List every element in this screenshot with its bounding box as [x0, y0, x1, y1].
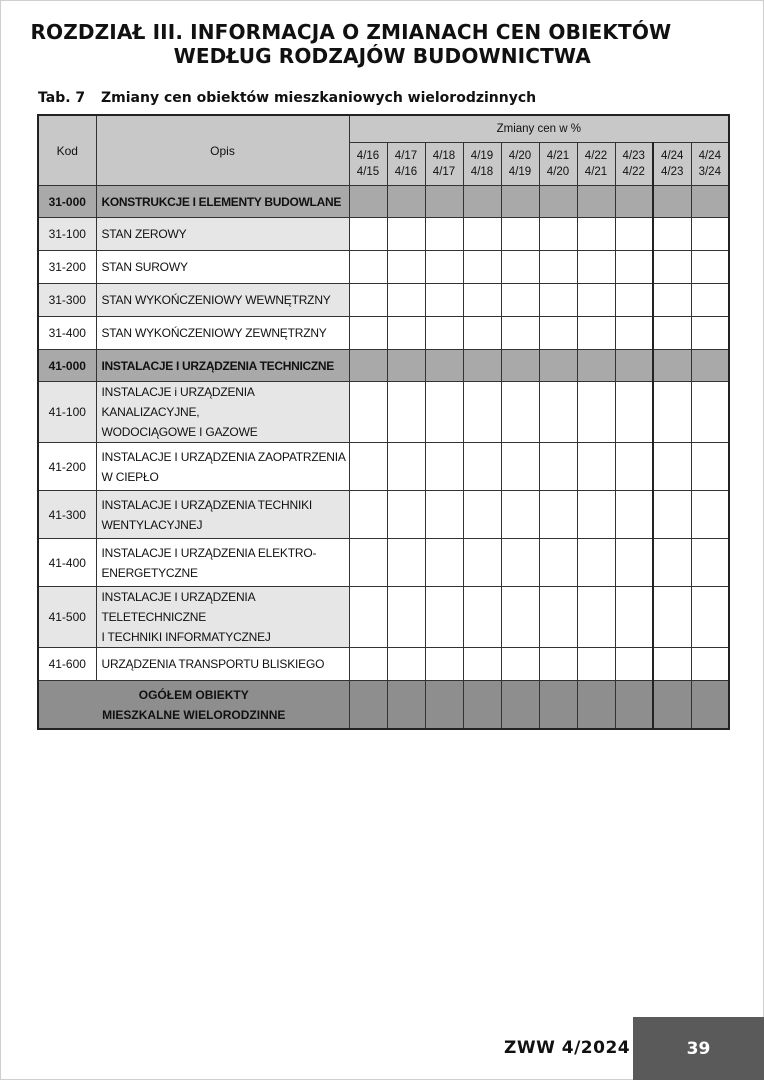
value-cell: [425, 443, 463, 491]
value-cell: [691, 350, 729, 382]
table-caption: [38, 90, 536, 106]
row-description-line1: INSTALACJE I URZĄDZENIA TELETECHNICZNE: [101, 590, 255, 624]
value-cell: [539, 648, 577, 681]
header-period-3: [463, 143, 501, 186]
value-cell: [501, 186, 539, 218]
value-cell: [425, 186, 463, 218]
value-cell: [463, 382, 501, 443]
value-cell: [387, 382, 425, 443]
value-cell: [577, 491, 615, 539]
total-value-cell: [577, 681, 615, 730]
value-cell: [501, 587, 539, 648]
row-code: 41-400: [38, 539, 96, 587]
row-description-line1: INSTALACJE I URZĄDZENIA TECHNIKI: [101, 497, 313, 512]
value-cell: [463, 443, 501, 491]
value-cell: [349, 317, 387, 350]
header-period-bottom: 3/24: [698, 166, 721, 178]
total-row: [38, 681, 729, 730]
table-body: [38, 186, 729, 730]
total-value-cell: [463, 681, 501, 730]
header-period-6: [577, 143, 615, 186]
value-cell: [387, 350, 425, 382]
row-description-line2: WENTYLACYJNEJ: [101, 517, 203, 532]
row-description-line1: STAN SUROWY: [101, 260, 188, 274]
table-row: [38, 587, 729, 648]
header-period-top: 4/24: [661, 150, 684, 162]
value-cell: [539, 443, 577, 491]
value-cell: [615, 317, 653, 350]
value-cell: [615, 539, 653, 587]
row-description: [96, 648, 349, 681]
value-cell: [501, 382, 539, 443]
row-description-line1: STAN ZEROWY: [101, 227, 187, 241]
page-number: 39: [686, 1038, 711, 1059]
value-cell: [653, 587, 691, 648]
value-cell: [539, 218, 577, 251]
header-period-bottom: 4/17: [432, 166, 456, 178]
value-cell: [577, 218, 615, 251]
row-description-line1: STAN WYKOŃCZENIOWY WEWNĘTRZNY: [101, 293, 331, 307]
row-description: [96, 491, 349, 539]
header-code: Kod: [38, 115, 96, 186]
row-description: [96, 284, 349, 317]
header-period-9: [691, 143, 729, 186]
value-cell: [577, 382, 615, 443]
table-row: [38, 218, 729, 251]
value-cell: [501, 218, 539, 251]
value-cell: [539, 186, 577, 218]
value-cell: [463, 284, 501, 317]
value-cell: [387, 284, 425, 317]
value-cell: [349, 539, 387, 587]
value-cell: [615, 251, 653, 284]
header-period-bottom: 4/18: [470, 166, 494, 178]
row-description: [96, 587, 349, 648]
value-cell: [539, 350, 577, 382]
value-cell: [539, 491, 577, 539]
value-cell: [577, 186, 615, 218]
value-cell: [349, 382, 387, 443]
value-cell: [539, 539, 577, 587]
value-cell: [463, 491, 501, 539]
header-period-0: [349, 143, 387, 186]
value-cell: [615, 186, 653, 218]
total-value-cell: [615, 681, 653, 730]
table-title: Zmiany cen obiektów mieszkaniowych wielorodzinnych: [101, 90, 537, 106]
value-cell: [387, 491, 425, 539]
row-description-line2: I TECHNIKI INFORMATYCZNEJ: [101, 630, 271, 644]
row-description: [96, 539, 349, 587]
header-period-bottom: 4/21: [584, 166, 608, 178]
value-cell: [653, 218, 691, 251]
value-cell: [653, 382, 691, 443]
value-cell: [349, 186, 387, 218]
header-period-bottom: 4/19: [508, 166, 532, 178]
section-row: [38, 350, 729, 382]
value-cell: [653, 251, 691, 284]
value-cell: [387, 587, 425, 648]
value-cell: [653, 491, 691, 539]
value-cell: [387, 539, 425, 587]
row-description-line1: INSTALACJE i URZĄDZENIA KANALIZACYJNE,: [101, 385, 255, 419]
value-cell: [691, 284, 729, 317]
value-cell: [425, 218, 463, 251]
table-row: [38, 284, 729, 317]
value-cell: [463, 251, 501, 284]
value-cell: [539, 251, 577, 284]
value-cell: [387, 251, 425, 284]
value-cell: [691, 443, 729, 491]
header-period-7: [615, 143, 653, 186]
row-code: 41-100: [38, 382, 96, 443]
value-cell: [349, 251, 387, 284]
row-description: [96, 350, 349, 382]
value-cell: [349, 350, 387, 382]
chapter-title-line1: ROZDZIAŁ III. INFORMACJA O ZMIANACH CEN OBIEKTÓW: [30, 20, 672, 44]
table-row: [38, 443, 729, 491]
table-number: Tab. 7: [38, 90, 86, 106]
value-cell: [349, 491, 387, 539]
value-cell: [425, 317, 463, 350]
value-cell: [501, 317, 539, 350]
row-description: [96, 317, 349, 350]
header-period-top: 4/17: [394, 150, 418, 162]
table-row: [38, 491, 729, 539]
header-description: Opis: [96, 115, 349, 186]
value-cell: [463, 539, 501, 587]
row-code: 31-200: [38, 251, 96, 284]
value-cell: [501, 284, 539, 317]
value-cell: [691, 317, 729, 350]
row-code: 31-300: [38, 284, 96, 317]
table-row: [38, 382, 729, 443]
header-period-5: [539, 143, 577, 186]
chapter-title-line2: WEDŁUG RODZAJÓW BUDOWNICTWA: [173, 44, 591, 68]
value-cell: [577, 317, 615, 350]
value-cell: [577, 443, 615, 491]
header-period-top: 4/22: [584, 150, 608, 162]
total-value-cell: [349, 681, 387, 730]
header-period-top: 4/24: [698, 150, 721, 162]
value-cell: [577, 350, 615, 382]
value-cell: [653, 648, 691, 681]
table-row: [38, 251, 729, 284]
value-cell: [577, 284, 615, 317]
row-description: [96, 382, 349, 443]
value-cell: [653, 443, 691, 491]
value-cell: [577, 587, 615, 648]
value-cell: [653, 317, 691, 350]
header-period-1: [387, 143, 425, 186]
value-cell: [691, 539, 729, 587]
row-description: [96, 251, 349, 284]
row-description: [96, 218, 349, 251]
value-cell: [615, 648, 653, 681]
value-cell: [691, 218, 729, 251]
header-period-top: 4/16: [356, 150, 380, 162]
total-value-cell: [653, 681, 691, 730]
row-code: 31-100: [38, 218, 96, 251]
total-value-cell: [691, 681, 729, 730]
value-cell: [501, 443, 539, 491]
row-description: [96, 443, 349, 491]
value-cell: [615, 382, 653, 443]
value-cell: [615, 350, 653, 382]
value-cell: [539, 317, 577, 350]
value-cell: [463, 317, 501, 350]
value-cell: [463, 186, 501, 218]
value-cell: [501, 648, 539, 681]
value-cell: [539, 382, 577, 443]
value-cell: [349, 218, 387, 251]
value-cell: [691, 587, 729, 648]
value-cell: [615, 587, 653, 648]
value-cell: [425, 587, 463, 648]
value-cell: [501, 491, 539, 539]
row-code: 41-600: [38, 648, 96, 681]
row-description-line1: STAN WYKOŃCZENIOWY ZEWNĘTRZNY: [101, 326, 327, 340]
value-cell: [349, 587, 387, 648]
total-label: [38, 681, 349, 730]
header-period-bottom: 4/20: [546, 166, 570, 178]
value-cell: [539, 284, 577, 317]
row-code: 41-500: [38, 587, 96, 648]
value-cell: [691, 382, 729, 443]
row-description-line1: INSTALACJE I URZĄDZENIA ZAOPATRZENIA: [101, 449, 346, 464]
header-period-top: 4/21: [546, 150, 570, 162]
price-changes-table: [37, 114, 730, 730]
value-cell: [691, 648, 729, 681]
value-cell: [501, 350, 539, 382]
row-description-line1: KONSTRUKCJE I ELEMENTY BUDOWLANE: [101, 194, 342, 209]
header-period-top: 4/23: [622, 150, 645, 162]
header-period-top: 4/18: [432, 150, 456, 162]
value-cell: [577, 648, 615, 681]
total-label-line2: MIESZKALNE WIELORODZINNE: [102, 707, 286, 722]
row-code: 41-000: [38, 350, 96, 382]
total-value-cell: [425, 681, 463, 730]
value-cell: [387, 648, 425, 681]
header-period-8: [653, 143, 691, 186]
total-value-cell: [539, 681, 577, 730]
value-cell: [653, 186, 691, 218]
row-code: 31-400: [38, 317, 96, 350]
value-cell: [349, 284, 387, 317]
value-cell: [425, 539, 463, 587]
value-cell: [539, 587, 577, 648]
value-cell: [463, 350, 501, 382]
value-cell: [691, 186, 729, 218]
value-cell: [387, 186, 425, 218]
table-row: [38, 317, 729, 350]
header-row-group: [38, 115, 729, 143]
value-cell: [425, 491, 463, 539]
value-cell: [501, 251, 539, 284]
value-cell: [653, 350, 691, 382]
table-row: [38, 648, 729, 681]
row-code: 41-300: [38, 491, 96, 539]
total-value-cell: [501, 681, 539, 730]
row-code: 31-000: [38, 186, 96, 218]
value-cell: [691, 251, 729, 284]
row-description-line2: ENERGETYCZNE: [101, 565, 198, 580]
value-cell: [653, 284, 691, 317]
value-cell: [691, 491, 729, 539]
section-row: [38, 186, 729, 218]
value-cell: [463, 218, 501, 251]
row-description: [96, 186, 349, 218]
header-period-4: [501, 143, 539, 186]
value-cell: [615, 218, 653, 251]
header-period-top: 4/20: [508, 150, 532, 162]
row-description-line1: INSTALACJE I URZĄDZENIA TECHNICZNE: [101, 358, 334, 373]
value-cell: [387, 218, 425, 251]
value-cell: [387, 317, 425, 350]
value-cell: [349, 648, 387, 681]
value-cell: [615, 284, 653, 317]
header-period-top: 4/19: [470, 150, 494, 162]
value-cell: [653, 539, 691, 587]
header-period-bottom: 4/22: [622, 166, 645, 178]
value-cell: [615, 491, 653, 539]
total-value-cell: [387, 681, 425, 730]
value-cell: [349, 443, 387, 491]
value-cell: [501, 539, 539, 587]
header-period-bottom: 4/16: [394, 166, 418, 178]
header-period-bottom: 4/23: [661, 166, 684, 178]
value-cell: [425, 648, 463, 681]
header-price-changes: Zmiany cen w %: [349, 115, 729, 143]
row-code: 41-200: [38, 443, 96, 491]
page-number-box: [633, 1017, 764, 1080]
row-description-line2: W CIEPŁO: [101, 469, 159, 484]
row-description-line1: URZĄDZENIA TRANSPORTU BLISKIEGO: [101, 657, 325, 671]
value-cell: [577, 539, 615, 587]
row-description-line2: WODOCIĄGOWE I GAZOWE: [101, 425, 258, 439]
value-cell: [425, 350, 463, 382]
header-period-bottom: 4/15: [356, 166, 380, 178]
footer-publication: ZWW 4/2024: [504, 1038, 631, 1058]
value-cell: [425, 284, 463, 317]
value-cell: [577, 251, 615, 284]
value-cell: [387, 443, 425, 491]
table-row: [38, 539, 729, 587]
value-cell: [615, 443, 653, 491]
value-cell: [463, 587, 501, 648]
total-label-line1: OGÓŁEM OBIEKTY: [138, 687, 249, 702]
value-cell: [425, 251, 463, 284]
value-cell: [463, 648, 501, 681]
row-description-line1: INSTALACJE I URZĄDZENIA ELEKTRO-: [101, 545, 317, 560]
header-period-2: [425, 143, 463, 186]
value-cell: [425, 382, 463, 443]
chapter-title: [7, 20, 683, 68]
